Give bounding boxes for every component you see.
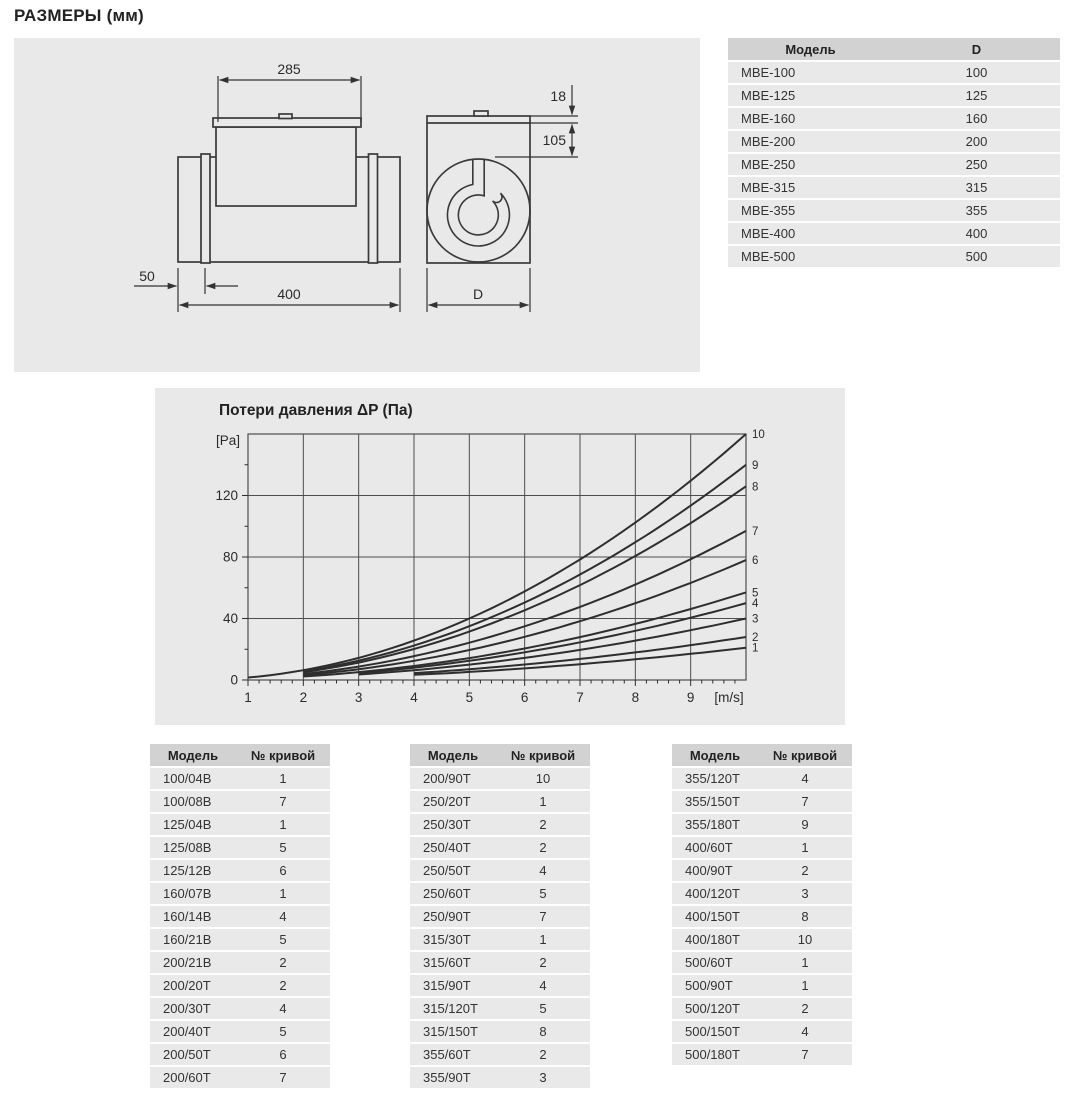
table-row <box>728 223 1060 244</box>
model-cell: 500/180T <box>672 1044 758 1065</box>
value-cell: 9 <box>758 814 852 835</box>
x-tick-label: 4 <box>410 690 418 705</box>
table-row <box>672 768 852 789</box>
value-cell: 4 <box>758 768 852 789</box>
dim-285-label: 285 <box>277 61 301 77</box>
dimensions-drawing-panel <box>14 38 700 372</box>
table-row <box>410 883 590 904</box>
value-cell: 5 <box>236 1021 330 1042</box>
table-row <box>672 791 852 812</box>
value-cell: 1 <box>758 975 852 996</box>
model-cell: 125/12B <box>150 860 236 881</box>
curve-label-3: 3 <box>752 613 759 626</box>
value-cell: 1 <box>758 952 852 973</box>
value-cell: 1 <box>496 929 590 950</box>
table-row <box>410 768 590 789</box>
table-row <box>150 1044 330 1065</box>
dim-D-label: D <box>472 286 484 302</box>
value-cell: 160 <box>893 108 1060 129</box>
value-cell: 4 <box>496 975 590 996</box>
table-row <box>410 860 590 881</box>
size-table-header-d: D <box>893 38 1060 60</box>
front-view-drawing <box>427 111 530 263</box>
value-cell: 2 <box>236 975 330 996</box>
model-cell: 315/90T <box>410 975 496 996</box>
duct-heater-drawing <box>14 38 700 372</box>
table-row <box>728 85 1060 106</box>
table-row <box>672 1044 852 1065</box>
table-row <box>410 1044 590 1065</box>
heating-element-symbol <box>447 159 509 246</box>
y-tick-label: 120 <box>215 488 238 503</box>
value-cell: 1 <box>758 837 852 858</box>
table-row <box>150 814 330 835</box>
lid-knob <box>279 114 292 119</box>
table-row <box>672 998 852 1019</box>
value-cell: 2 <box>496 837 590 858</box>
value-cell: 100 <box>893 62 1060 83</box>
value-cell: 1 <box>496 791 590 812</box>
model-cell: 315/150T <box>410 1021 496 1042</box>
table-row <box>728 108 1060 129</box>
table-row <box>150 1021 330 1042</box>
pressure-loss-chart-panel <box>155 388 845 725</box>
duct-flange-right <box>369 154 378 263</box>
value-cell: 7 <box>496 906 590 927</box>
curve-table-1-header-curve: № кривой <box>236 744 330 766</box>
table-row <box>672 929 852 950</box>
model-cell: 250/50T <box>410 860 496 881</box>
y-axis-unit-label: [Pa] <box>215 433 240 448</box>
model-cell: MBE-125 <box>728 85 893 106</box>
y-tick-label: 40 <box>222 611 238 626</box>
value-cell: 5 <box>496 998 590 1019</box>
x-tick-label: 6 <box>520 690 529 705</box>
value-cell: 7 <box>236 1067 330 1088</box>
value-cell: 4 <box>236 998 330 1019</box>
model-cell: 160/21B <box>150 929 236 950</box>
table-row <box>728 200 1060 221</box>
table-row <box>728 62 1060 83</box>
table-row <box>150 883 330 904</box>
table-row <box>410 952 590 973</box>
curve-table-1 <box>150 742 330 1090</box>
x-tick-label: 9 <box>686 690 695 705</box>
curve-label-9: 9 <box>752 459 759 472</box>
model-cell: 355/180T <box>672 814 758 835</box>
model-cell: 355/120T <box>672 768 758 789</box>
table-row <box>410 814 590 835</box>
model-cell: 500/60T <box>672 952 758 973</box>
curve-table-2-header-row <box>410 744 590 766</box>
value-cell: 10 <box>496 768 590 789</box>
table-row <box>728 154 1060 175</box>
value-cell: 4 <box>496 860 590 881</box>
table-row <box>672 837 852 858</box>
table-row <box>150 998 330 1019</box>
model-cell: MBE-315 <box>728 177 893 198</box>
table-row <box>410 998 590 1019</box>
value-cell: 8 <box>496 1021 590 1042</box>
table-row <box>410 929 590 950</box>
value-cell: 5 <box>236 929 330 950</box>
model-cell: 400/120T <box>672 883 758 904</box>
table-row <box>728 177 1060 198</box>
table-row <box>410 1067 590 1088</box>
value-cell: 3 <box>758 883 852 904</box>
model-cell: 200/90T <box>410 768 496 789</box>
model-cell: MBE-160 <box>728 108 893 129</box>
value-cell: 1 <box>236 814 330 835</box>
value-cell: 315 <box>893 177 1060 198</box>
value-cell: 7 <box>758 1044 852 1065</box>
curve-table-1-header-row <box>150 744 330 766</box>
model-cell: 500/90T <box>672 975 758 996</box>
size-table <box>728 36 1060 269</box>
model-cell: 100/08B <box>150 791 236 812</box>
value-cell: 2 <box>236 952 330 973</box>
value-cell: 200 <box>893 131 1060 152</box>
table-row <box>410 837 590 858</box>
page-title: РАЗМЕРЫ (мм) <box>14 6 144 25</box>
table-row <box>672 1021 852 1042</box>
model-cell: 315/30T <box>410 929 496 950</box>
dim-18-label: 18 <box>550 88 566 104</box>
value-cell: 2 <box>496 814 590 835</box>
dim-50-label: 50 <box>139 268 155 284</box>
value-cell: 7 <box>236 791 330 812</box>
curve-table-3-header-model: Модель <box>672 744 758 766</box>
table-row <box>672 814 852 835</box>
curve-10 <box>248 434 746 678</box>
model-cell: 355/60T <box>410 1044 496 1065</box>
model-cell: 250/40T <box>410 837 496 858</box>
curve-table-2 <box>410 742 590 1090</box>
model-cell: 100/04B <box>150 768 236 789</box>
table-row <box>150 768 330 789</box>
value-cell: 250 <box>893 154 1060 175</box>
model-cell: 355/150T <box>672 791 758 812</box>
curve-label-7: 7 <box>752 525 759 538</box>
model-cell: MBE-400 <box>728 223 893 244</box>
model-cell: MBE-500 <box>728 246 893 267</box>
model-cell: 125/04B <box>150 814 236 835</box>
value-cell: 8 <box>758 906 852 927</box>
table-row <box>410 906 590 927</box>
value-cell: 4 <box>758 1021 852 1042</box>
model-cell: 200/40T <box>150 1021 236 1042</box>
x-axis-unit-label: [m/s] <box>714 690 744 705</box>
value-cell: 400 <box>893 223 1060 244</box>
table-row <box>150 952 330 973</box>
x-tick-label: 2 <box>299 690 308 705</box>
pressure-loss-chart <box>155 388 845 725</box>
table-row <box>150 929 330 950</box>
value-cell: 7 <box>758 791 852 812</box>
model-cell: 400/60T <box>672 837 758 858</box>
table-row <box>728 246 1060 267</box>
table-row <box>150 837 330 858</box>
curve-label-6: 6 <box>752 555 759 568</box>
table-row <box>150 1067 330 1088</box>
model-cell: 200/30T <box>150 998 236 1019</box>
table-row <box>150 975 330 996</box>
curve-table-1-header-model: Модель <box>150 744 236 766</box>
model-cell: 400/180T <box>672 929 758 950</box>
table-row <box>150 860 330 881</box>
dim-105-label: 105 <box>542 132 566 148</box>
curve-table-3 <box>672 742 852 1067</box>
model-cell: 400/150T <box>672 906 758 927</box>
value-cell: 5 <box>496 883 590 904</box>
table-row <box>410 791 590 812</box>
model-cell: MBE-250 <box>728 154 893 175</box>
model-cell: 200/50T <box>150 1044 236 1065</box>
value-cell: 1 <box>236 883 330 904</box>
table-row <box>672 906 852 927</box>
size-table-header-row <box>728 38 1060 60</box>
table-row <box>150 791 330 812</box>
value-cell: 4 <box>236 906 330 927</box>
value-cell: 125 <box>893 85 1060 106</box>
curve-label-2: 2 <box>752 631 759 644</box>
table-row <box>410 975 590 996</box>
model-cell: 200/20T <box>150 975 236 996</box>
y-tick-label: 80 <box>222 549 238 565</box>
dim-400-label: 400 <box>277 286 301 302</box>
curve-label-8: 8 <box>752 481 759 494</box>
model-cell: 315/60T <box>410 952 496 973</box>
value-cell: 6 <box>236 1044 330 1065</box>
model-cell: 160/14B <box>150 906 236 927</box>
model-cell: 250/30T <box>410 814 496 835</box>
model-cell: MBE-100 <box>728 62 893 83</box>
x-tick-label: 1 <box>244 690 252 705</box>
value-cell: 10 <box>758 929 852 950</box>
side-view-drawing <box>178 114 400 263</box>
front-casing <box>427 116 530 263</box>
curve-label-1: 1 <box>752 642 759 655</box>
model-cell: 355/90T <box>410 1067 496 1088</box>
model-cell: 200/60T <box>150 1067 236 1088</box>
duct-flange-left <box>201 154 210 263</box>
table-row <box>410 1021 590 1042</box>
value-cell: 2 <box>496 952 590 973</box>
value-cell: 5 <box>236 837 330 858</box>
front-lid-knob <box>474 111 488 116</box>
value-cell: 2 <box>496 1044 590 1065</box>
model-cell: 315/120T <box>410 998 496 1019</box>
curve-table-2-header-curve: № кривой <box>496 744 590 766</box>
value-cell: 2 <box>758 998 852 1019</box>
table-row <box>728 131 1060 152</box>
model-cell: MBE-355 <box>728 200 893 221</box>
y-tick-label: 0 <box>230 672 238 688</box>
x-tick-label: 8 <box>631 690 640 705</box>
table-row <box>672 860 852 881</box>
size-table-header-model: Модель <box>728 38 893 60</box>
model-cell: 160/07B <box>150 883 236 904</box>
model-cell: 250/60T <box>410 883 496 904</box>
model-cell: 500/150T <box>672 1021 758 1042</box>
value-cell: 1 <box>236 768 330 789</box>
table-row <box>672 975 852 996</box>
curve-label-4: 4 <box>752 598 759 611</box>
value-cell: 6 <box>236 860 330 881</box>
model-cell: 200/21B <box>150 952 236 973</box>
curve-table-2-header-model: Модель <box>410 744 496 766</box>
curve-table-3-header-row <box>672 744 852 766</box>
table-row <box>150 906 330 927</box>
model-cell: 400/90T <box>672 860 758 881</box>
x-tick-label: 5 <box>465 690 474 705</box>
model-cell: MBE-200 <box>728 131 893 152</box>
value-cell: 355 <box>893 200 1060 221</box>
value-cell: 2 <box>758 860 852 881</box>
curve-table-3-header-curve: № кривой <box>758 744 852 766</box>
terminal-box <box>216 127 356 206</box>
model-cell: 125/08B <box>150 837 236 858</box>
model-cell: 500/120T <box>672 998 758 1019</box>
chart-title: Потери давления ΔP (Па) <box>219 402 413 419</box>
x-tick-label: 3 <box>354 690 363 705</box>
value-cell: 500 <box>893 246 1060 267</box>
model-cell: 250/90T <box>410 906 496 927</box>
curve-label-5: 5 <box>752 587 759 600</box>
table-row <box>672 952 852 973</box>
value-cell: 3 <box>496 1067 590 1088</box>
x-tick-label: 7 <box>576 690 584 705</box>
model-cell: 250/20T <box>410 791 496 812</box>
table-row <box>672 883 852 904</box>
curve-label-10: 10 <box>752 429 765 441</box>
